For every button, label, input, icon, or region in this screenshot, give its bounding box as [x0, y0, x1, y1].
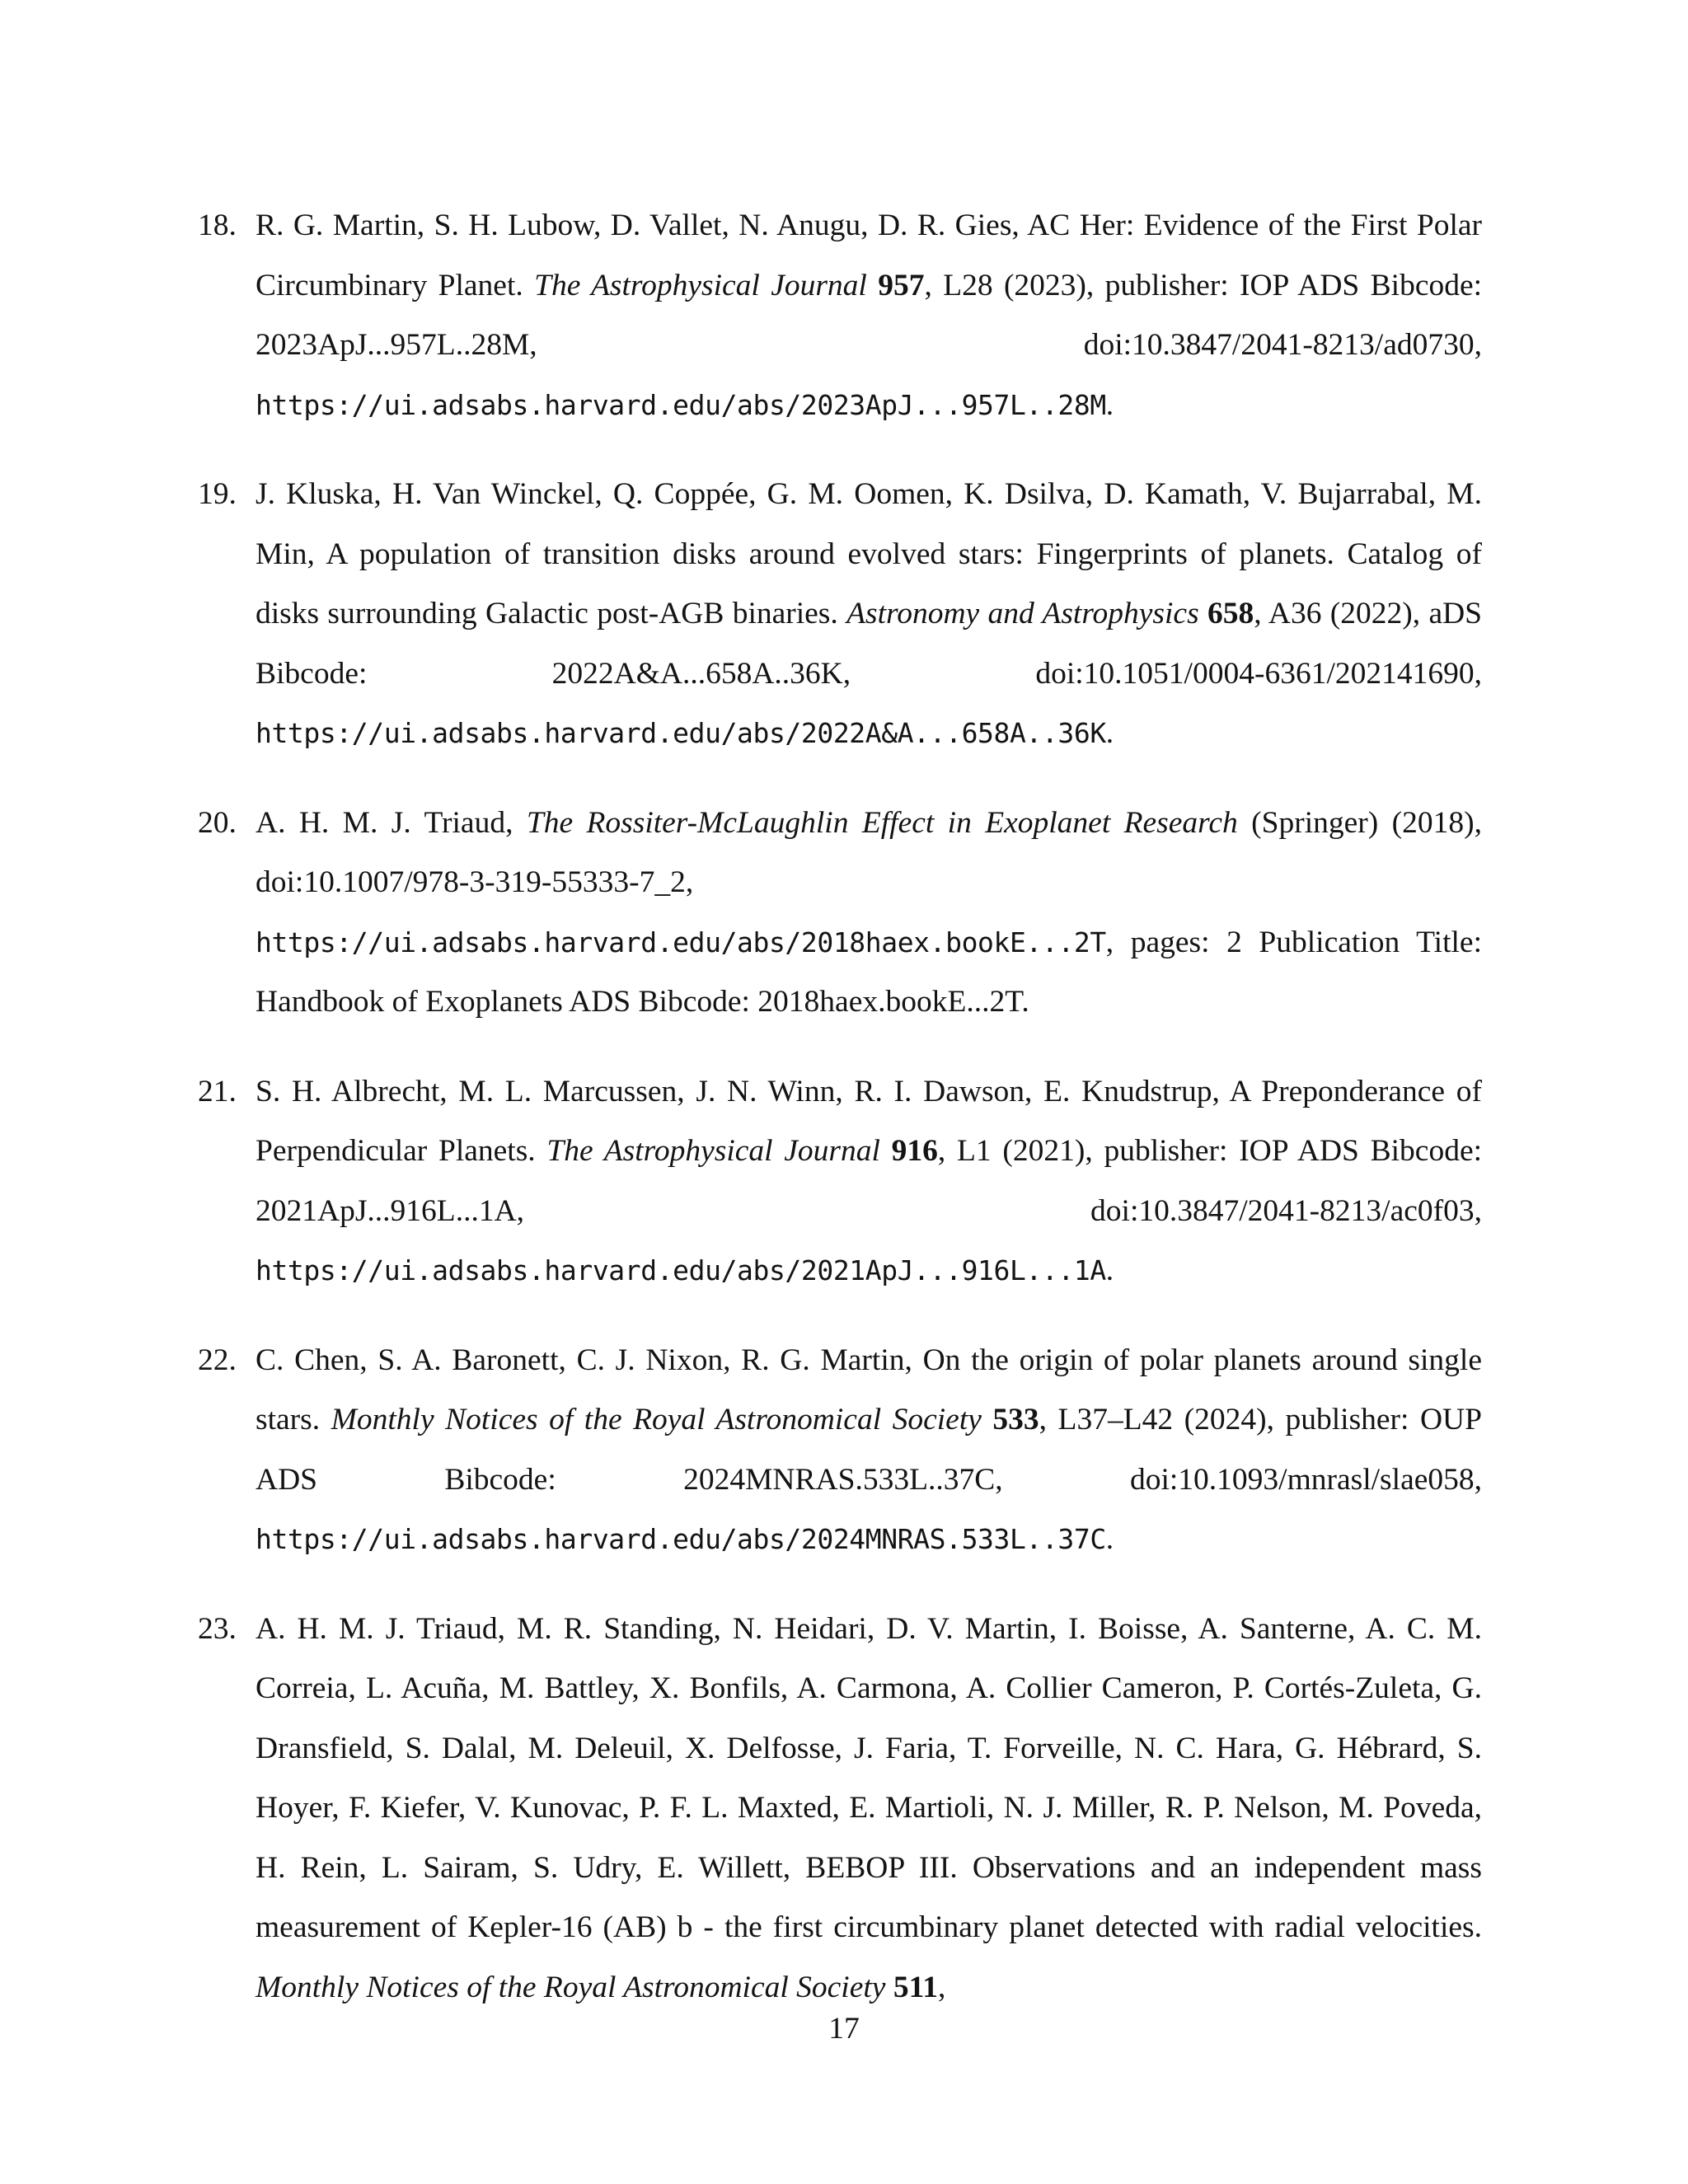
- page-number: 17: [828, 2012, 860, 2046]
- journal-name: The Astrophysical Journal: [546, 1134, 880, 1168]
- reference-number: 19.: [198, 477, 237, 511]
- reference-23: [198, 1600, 1482, 2018]
- reference-details: , A36 (2022), aDS Bibcode: 2022A&A...658A..36K, doi:10.1051/0004-6361/202141690,: [256, 597, 1483, 691]
- journal-name: Monthly Notices of the Royal Astronomical Society: [331, 1403, 982, 1436]
- reference-url[interactable]: https://ui.adsabs.harvard.edu/abs/2021ApJ...916L...1A: [256, 1254, 1106, 1286]
- reference-url[interactable]: https://ui.adsabs.harvard.edu/abs/2024MNRAS.533L..37C: [256, 1523, 1106, 1555]
- reference-number: 18.: [198, 209, 237, 242]
- reference-number: 22.: [198, 1343, 237, 1377]
- journal-volume: 658: [1207, 597, 1254, 630]
- reference-trailing: .: [1105, 716, 1114, 750]
- reference-authors-title: R. G. Martin, S. H. Lubow, D. Vallet, N. Anugu, D. R. Gies, AC Her: Evidence of the First Polar Circumbinary Planet.: [256, 209, 1482, 302]
- reference-details: , L1 (2021), publisher: IOP ADS Bibcode: 2021ApJ...916L...1A, doi:10.3847/2041-8213/ac0f03,: [256, 1134, 1483, 1228]
- reference-details: , L37–L42 (2024), publisher: OUP ADS Bibcode: 2024MNRAS.533L..37C, doi:10.1093/mnrasl/slae058,: [256, 1403, 1482, 1497]
- reference-22: [198, 1331, 1482, 1570]
- reference-trailing: .: [1105, 1254, 1114, 1287]
- reference-trailing: , pages: 2 Publication Title: Handbook of Exoplanets ADS Bibcode: 2018haex.bookE...2T.: [256, 925, 1482, 1019]
- reference-url[interactable]: https://ui.adsabs.harvard.edu/abs/2018haex.bookE...2T: [256, 926, 1106, 958]
- reference-20: [198, 794, 1482, 1033]
- reference-trailing: .: [1105, 1522, 1114, 1556]
- reference-url[interactable]: https://ui.adsabs.harvard.edu/abs/2022A&A...658A..36K: [256, 717, 1106, 749]
- journal-name: The Astrophysical Journal: [534, 268, 867, 302]
- reference-authors-title: A. H. M. J. Triaud, M. R. Standing, N. Heidari, D. V. Martin, I. Boisse, A. Santerne, A. C. M. Correia, L. Acuña, M. Battley, X. Bonfils, A. Carmona, A. Collier Cameron, P. Cortés-Zuleta, G. Dransfield, S. Dalal, M. Deleuil, X. Delfosse, J. Faria, T. Forveille, N. C. Hara, G. Hébrard, S. Hoyer, F. Kiefer, V. Kunovac, P. F. L. Maxted, E. Martioli, N. J. Miller, R. P. Nelson, M. Poveda, H. Rein, L. Sairam, S. Udry, E. Willett, BEBOP III. Observations and an independent mass measurement of Kepler-16 (AB) b - the first circumbinary planet detected with radial velocities.: [256, 1611, 1482, 1944]
- reference-url[interactable]: https://ui.adsabs.harvard.edu/abs/2023ApJ...957L..28M: [256, 388, 1106, 421]
- reference-details: , L28 (2023), publisher: IOP ADS Bibcode: 2023ApJ...957L..28M, doi:10.3847/2041-8213/ad0730,: [256, 268, 1483, 362]
- reference-authors-title: J. Kluska, H. Van Winckel, Q. Coppée, G. M. Oomen, K. Dsilva, D. Kamath, V. Bujarrabal, M. Min, A population of transition disks around evolved stars: Fingerprints of planets. Catalog of disks surrounding Galactic post-AGB binaries.: [256, 477, 1482, 630]
- journal-volume: 916: [891, 1134, 938, 1168]
- reference-list: [198, 196, 1482, 2047]
- reference-authors-title: S. H. Albrecht, M. L. Marcussen, J. N. Winn, R. I. Dawson, E. Knudstrup, A Preponderance of Perpendicular Planets.: [256, 1074, 1482, 1168]
- reference-number: 21.: [198, 1074, 237, 1108]
- reference-authors-title: C. Chen, S. A. Baronett, C. J. Nixon, R. G. Martin, On the origin of polar planets around single stars.: [256, 1343, 1482, 1436]
- journal-name: Monthly Notices of the Royal Astronomical Society: [256, 1970, 886, 2004]
- reference-trailing: .: [1105, 387, 1114, 422]
- journal-volume: 533: [992, 1403, 1039, 1436]
- reference-18: [198, 196, 1482, 435]
- journal-volume: 511: [893, 1970, 938, 2004]
- journal-name: Astronomy and Astrophysics: [846, 597, 1199, 630]
- reference-21: [198, 1062, 1482, 1301]
- journal-volume: 957: [878, 268, 925, 302]
- reference-trailing: ,: [938, 1970, 946, 2004]
- reference-number: 20.: [198, 805, 237, 840]
- reference-number: 23.: [198, 1611, 237, 1646]
- reference-authors: A. H. M. J. Triaud,: [256, 805, 513, 840]
- reference-details: (Springer) (2018), doi:10.1007/978-3-319-55333-7_2,: [256, 805, 1483, 899]
- reference-19: [198, 465, 1482, 764]
- book-title: The Rossiter-McLaughlin Effect in Exoplanet Research: [526, 805, 1238, 840]
